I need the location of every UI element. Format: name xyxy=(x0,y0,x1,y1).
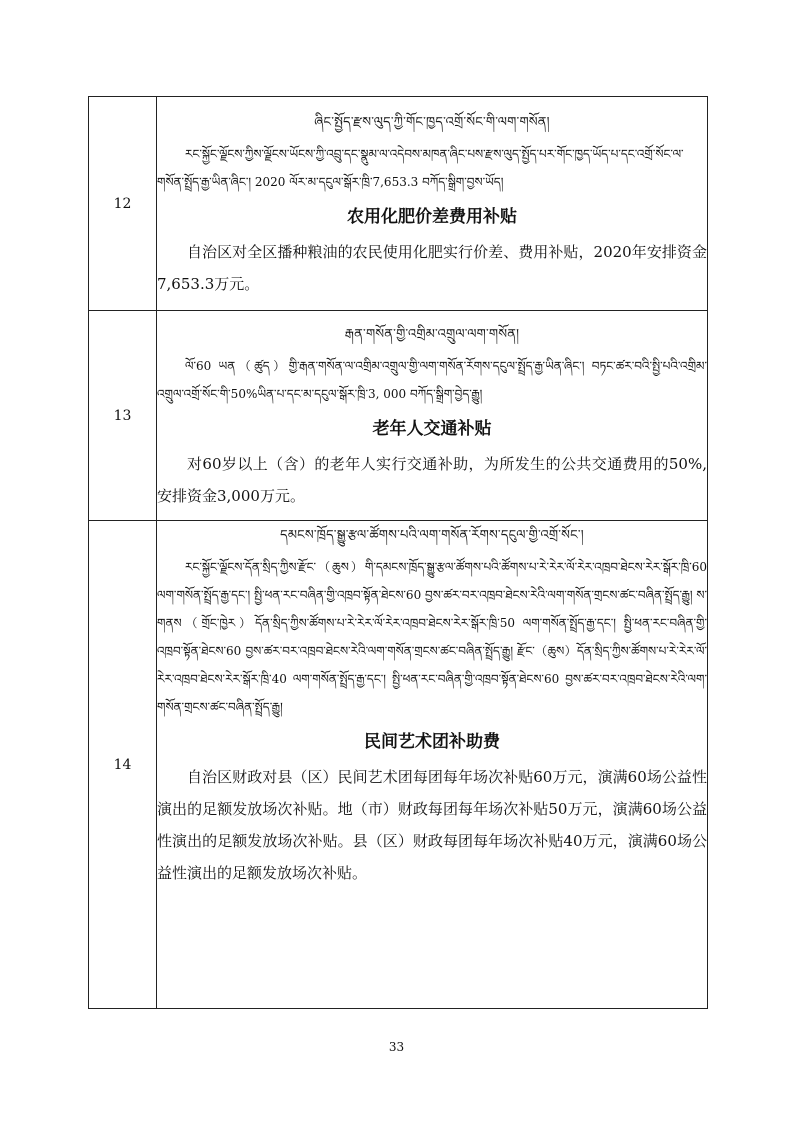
page-number: 33 xyxy=(388,1040,405,1054)
tibetan-title: རྒན་གསོན་གྱི་འགྲིམ་འགྲུལ་ལག་གསོན། xyxy=(344,326,520,342)
row-content xyxy=(157,521,708,1009)
chinese-paragraph: 自治区财政对县（区）民间艺术团每团每年场次补贴60万元，演满60场公益性演出的足额发放场次补贴。地（市）财政每团每年场次补贴50万元，演满60场公益性演出的足额发放场次补贴。县（区）财政每团每年场次补贴40万元，演满60场公益性演出的足额发放场次补贴。 xyxy=(157,768,707,882)
tibetan-title: དམངས་ཁྲོད་སྒྱུ་རྩལ་ཚོགས་པའི་ལག་གསོན་རོགས་དངུལ་གྱི་འགྲོ་སོང་། xyxy=(280,528,584,543)
row-number: 13 xyxy=(89,311,157,521)
table-row xyxy=(89,521,708,1009)
row-number: 14 xyxy=(89,521,157,1009)
subsidy-table xyxy=(88,96,708,1009)
chinese-paragraph: 自治区对全区播种粮油的农民使用化肥实行价差、费用补贴，2020年安排资金7,653.3万元。 xyxy=(157,242,707,293)
chinese-title: 老年人交通补贴 xyxy=(372,418,492,439)
table-row xyxy=(89,97,708,311)
table-row xyxy=(89,311,708,521)
row-content xyxy=(157,311,708,521)
chinese-title: 民间艺术团补助费 xyxy=(364,732,500,752)
tibetan-title: ཞིང་སྤྱོད་རྫས་ལུད་ཀྱི་གོང་ཁྱད་འགྲོ་སོང་གི་ལག་གསོན། xyxy=(314,114,550,130)
tibetan-paragraph: ལོ་60 ཡན（ཚུད）གྱི་རྒན་གསོན་ལ་འགྲིམ་འགྲུལ་གྱི་ལག་གསོན་རོགས་དངུལ་སྤྲོད་རྒྱ་ཡིན་ཞིང་། བཏང་ཚར་བའི་སྤྱི་པའི་འགྲིམ་འགྲུལ་འགྲོ་སོང་གི་50%ཡིན་པ་དང་མ་དངུལ་སྒོར་ཁྲི་3, 000 བཀོད་སྒྲིག་བྱེད་རྒྱུ། xyxy=(157,358,707,401)
tibetan-paragraph: རང་སྐྱོང་ལྗོངས་དོན་སྲིད་ཀྱིས་རྫོང་（ཆུས）གི་དམངས་ཁྲོད་སྒྱུ་རྩལ་ཚོགས་པའི་ཚོགས་པ་རེ་རེར་ལོ་རེར་འཁྲབ་ཐེངས་རེར་སྒོར་ཁྲི་60 ལག་གསོན་སྤྲོད་རྒྱ་དང་། སྤྱི་ཕན་རང་བཞིན་གྱི་འཁྲབ་སྟོན་ཐེངས་60 བྱས་ཚར་བར་འཁྲབ་ཐེངས་རེའི་ལག་གསོན་གྲངས་ཚང་བཞིན་སྤྲོད་རྒྱུ། ས་གནས（གྲོང་ཁྱེར）དོན་སྲིད་ཀྱིས་ཚོགས་པ་རེ་རེར་ལོ་རེར་འཁྲབ་ཐེངས་རེར་སྒོར་ཁྲི་50 ལག་གསོན་སྤྲོད་རྒྱ་དང་། སྤྱི་ཕན་རང་བཞིན་གྱི་འཁྲབ་སྟོན་ཐེངས་60 བྱས་ཚར་བར་འཁྲབ་ཐེངས་རེའི་ལག་གསོན་གྲངས་ཚང་བཞིན་སྤྲོད་རྒྱུ། རྫོང་（ཆུས）དོན་སྲིད་ཀྱིས་ཚོགས་པ་རེ་རེར་ལོ་རེར་འཁྲབ་ཐེངས་རེར་སྒོར་ཁྲི་40 ལག་གསོན་སྤྲོད་རྒྱ་དང་། སྤྱི་ཕན་རང་བཞིན་གྱི་འཁྲབ་སྟོན་ཐེངས་60 བྱས་ཚར་བར་འཁྲབ་ཐེངས་རེའི་ལག་གསོན་གྲངས་ཚང་བཞིན་སྤྲོད་རྒྱུ། xyxy=(157,560,707,714)
tibetan-paragraph: རང་སྐྱོང་ལྗོངས་ཀྱིས་ལྗོངས་ཡོངས་ཀྱི་འབྲུ་དང་སྣུམ་ལ་འདེབས་མཁན་ཞིང་པས་རྫས་ལུད་སྤྱོད་པར་གོང་ཁྱད་ཡོད་པ་དང་འགྲོ་སོང་ལ་གསོན་སྤྲོད་རྒྱ་ཡིན་ཞིང་། 2020 ལོར་མ་དངུལ་སྒོར་ཁྲི་7,653.3 བཀོད་སྒྲིག་བྱས་ཡོད། xyxy=(157,146,684,189)
chinese-title: 农用化肥价差费用补贴 xyxy=(347,206,517,227)
row-number: 12 xyxy=(89,97,157,311)
chinese-paragraph: 对60岁以上（含）的老年人实行交通补助，为所发生的公共交通费用的50%,安排资金3,000万元。 xyxy=(157,454,707,505)
row-content xyxy=(157,97,708,311)
